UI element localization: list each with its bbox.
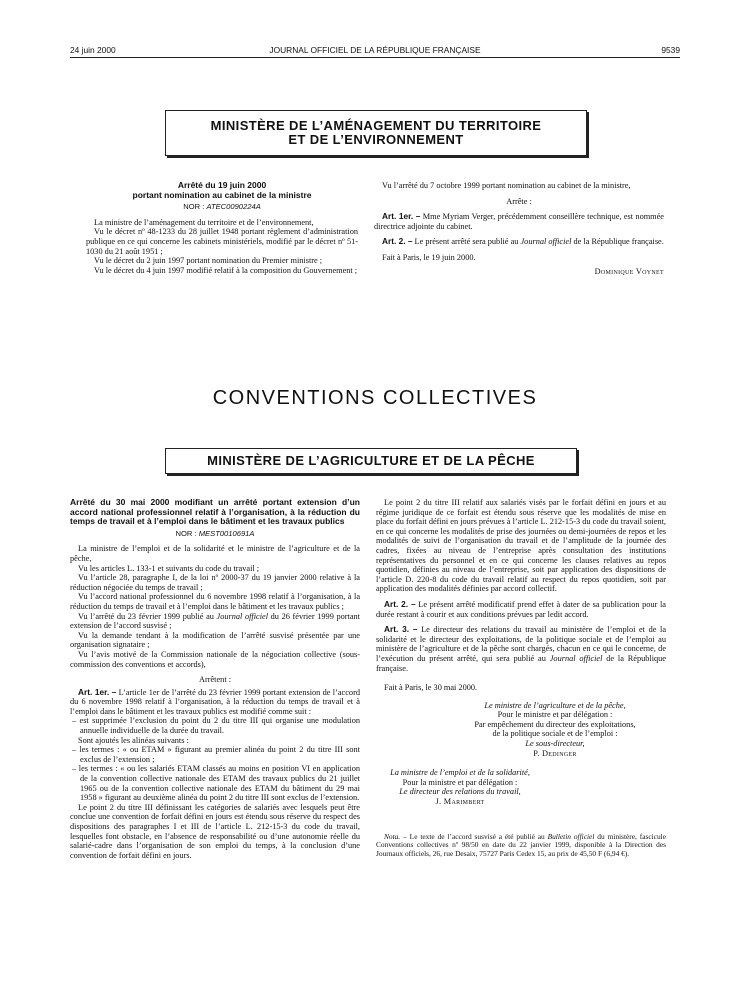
arrete2-para: Vu l’avis motivé de la Commission nationale de la négociation collective (sous-commission des conventions et accords), [70,649,360,669]
arrete1-para: La ministre de l’aménagement du territoire et de l’environnement, [94,217,314,227]
signature-block-emploi [376,768,536,806]
arrete2-article3: Art. 3. – Le directeur des relations du travail au ministère de l’emploi et de la solidarité et le directeur des exploitations, de la politique sociale et de l’emploi au ministère de l’agriculture et de la pêche sont chargés, chacun en ce qui le concerne, de l’exécution du présent arrêté, qui sera publié au Journal officiel de la République française. [376,624,666,673]
arrete1-title-line2: portant nomination au cabinet de la ministre [132,189,312,200]
arrete2-right-column [376,498,666,859]
header-date: 24 juin 2000 [70,45,116,55]
arrete2-nor: NOR : MEST0010691A [175,528,255,538]
arrete2-para: Le point 2 du titre III relatif aux salariés visés par le forfait défini en jours et au régime juridique de ce forfait est étendu sous réserve que les modalités de mise en place du forfait défini en jours prévues à l’article L. 212-15-3 du code du travail soient, en ce qui concerne les modalités de prise des journées ou demi-journées de repos et les modalités de suivi de l’organisation du travail et de l’amplitude de la journée des cadres, fixées au niveau de l’entreprise après consultation des institutions représentatives du personnel et en ce qui concerne les clauses relatives au repos quotidien, définies au niveau de l’entreprise, soit par application des dispositions de l’article D. 220-8 du code du travail relatif au respect du repos quotidien, soit par application des modalités définies par accord collectif. [376,498,666,594]
arrete1-right-column [374,181,664,276]
sig2-line3: Le directeur des relations du travail, [399,787,521,797]
arrete1-fait: Fait à Paris, le 19 juin 2000. [382,252,476,262]
arrete2-para: Vu l’article 28, paragraphe I, de la loi nº 2000-37 du 19 janvier 2000 relative à la réduction négociée du temps de travail ; [70,573,360,592]
arrete1-para: Vu le décret du 4 juin 1997 modifié relatif à la composition du Gouvernement ; [94,265,358,275]
ministry-box-agriculture [165,448,577,474]
arrete2-left-column [70,498,360,860]
sig2-role: La ministre de l’emploi et de la solidarité, [390,768,530,778]
sig1-line2: Pour le ministre et par délégation : [497,710,613,720]
arrete2-arretent-label: Arrêtent : [198,675,232,685]
sig2-name: J. Marimbert [435,797,485,807]
arrete2-para: Vu la demande tendant à la modification de l’arrêté susvisé présentée par une organisation signataire ; [70,630,360,650]
arrete1-arrete-label: Arrête : [506,196,532,206]
arrete1-para: Vu le décret du 2 juin 1997 portant nomination du Premier ministre ; [94,256,323,266]
arrete1-title-line1: Arrêté du 19 juin 2000 [177,180,267,190]
ministry-box-amenagement [165,110,587,156]
arrete1-nor: NOR : ATEC0090224A [183,202,261,212]
header-page-number: 9539 [661,45,680,55]
ministry-line1: MINISTÈRE DE L’AMÉNAGEMENT DU TERRITOIRE [210,118,542,133]
arrete2-nota: Nota. – Le texte de l’accord susvisé a été publié au Bulletin officiel du ministère, fascicule Conventions collectives nº 98/50 en date du 22 janvier 1999, disponible à la Direction des Journaux officiels, 26, rue Desaix, 75727 Paris Cedex 15, au prix de 45,50 F (6,94 €). [376,831,666,859]
sig2-line2: Pour la ministre et par délégation : [402,777,518,787]
sig1-name: P. Dedinger [533,748,577,758]
arrete1-left-column [86,181,358,275]
arrete2-article2: Art. 2. – Le présent arrêté modificatif prend effet à dater de sa publication pour la durée restant à courir et aux conditions prévues par ledit accord. [376,598,666,619]
arrete1-para: Vu le décret nº 48-1233 du 28 juillet 1948 portant règlement d’administration publique en ce qui concerne les cabinets ministériels, modifié par le décret nº 51-1030 du 21 août 1951 ; [86,227,358,256]
sig1-role: Le ministre de l’agriculture et de la pêche, [484,700,626,710]
arrete2-article1: Art. 1er. – L’article 1er de l’arrêté du 23 février 1999 portant extension de l’accord du 6 novembre 1998 relatif à l’organisation, à la réduction du temps de travail et à l’emploi dans le bâtiment et les travaux publics est modifié comme suit : [70,686,360,716]
arrete1-para: Vu l’arrêté du 7 octobre 1999 portant nomination au cabinet de la ministre, [382,181,631,190]
sig1-line5: Le sous-directeur, [525,739,585,749]
arrete2-dash-item: – les termes : « ou ETAM » figurant au premier alinéa du point 2 du titre III sont exclus de l’extension ; [72,745,360,764]
sig1-line4: de la politique sociale et de l’emploi : [492,729,618,739]
arrete2-dash-item: – les termes : « ou les salariés ETAM classés au moins en position VI en application de la convention collective nationale des ETAM des travaux publics du 21 juillet 1965 ou de la convention collective nationale des ETAM du bâtiment du 29 mai 1958 » figurant au deuxième alinéa du point 2 du titre III sont exclus de l’extension. [72,764,360,803]
arrete2-para: Vu l’arrêté du 23 février 1999 publié au Journal officiel du 26 février 1999 portant extension de l’accord susvisé ; [70,611,360,631]
sig1-line3: Par empêchement du directeur des exploitations, [474,719,636,729]
arrete1-signature: Dominique Voynet [594,266,664,276]
header-journal-title: JOURNAL OFFICIEL DE LA RÉPUBLIQUE FRANÇAISE [269,45,481,55]
signature-block-agriculture [376,701,666,759]
arrete2-title: Arrêté du 30 mai 2000 modifiant un arrêté portant extension d’un accord national professionnel relatif à l’organisation, à la réduction du temps de travail et à l’emploi dans le bâtiment et les travaux publics [70,497,360,527]
section-title: CONVENTIONS COLLECTIVES [212,387,538,409]
arrete2-para: Sont ajoutés les alinéas suivants : [78,735,189,745]
arrete1-article2: Art. 2. – Le présent arrêté sera publié au Journal officiel de la République française. [382,236,664,247]
arrete2-para: Vu l’accord national professionnel du 6 novembre 1998 relatif à l’organisation, à la réduction du temps de travail et à l’emploi dans le bâtiment et les travaux publics ; [70,592,360,611]
ministry-line2: ET DE L’ENVIRONNEMENT [288,132,464,147]
header-rule [70,57,680,58]
ministry-line1: MINISTÈRE DE L’AGRICULTURE ET DE LA PÊCHE [207,453,535,468]
arrete2-para: Vu les articles L. 133-1 et suivants du code du travail ; [78,563,260,573]
arrete2-para: Le point 2 du titre III définissant les catégories de salariés avec lesquels peut être conclue une convention de forfait défini en jours est étendu sous réserve du respect des dispositions des paragraphes I et III de l’article L. 212-15-3 du code du travail, lesquelles font obstacle, en l’absence de responsabilité ou d’une autonomie réelle du salarié-cadre dans l’organisation de son emploi du temps, à la conclusion d’une convention de forfait défini en jours. [70,802,360,860]
arrete1-article1: Art. 1er. – Mme Myriam Verger, précédemment conseillère technique, est nommée directrice adjointe du cabinet. [374,211,664,231]
arrete2-dash-item: – est supprimée l’exclusion du point du 2 du titre III qui organise une modulation annuelle individuelle de la durée du travail. [72,716,360,736]
arrete2-para: La ministre de l’emploi et de la solidarité et le ministre de l’agriculture et de la pêche, [70,544,360,563]
arrete2-fait: Fait à Paris, le 30 mai 2000. [384,683,478,693]
